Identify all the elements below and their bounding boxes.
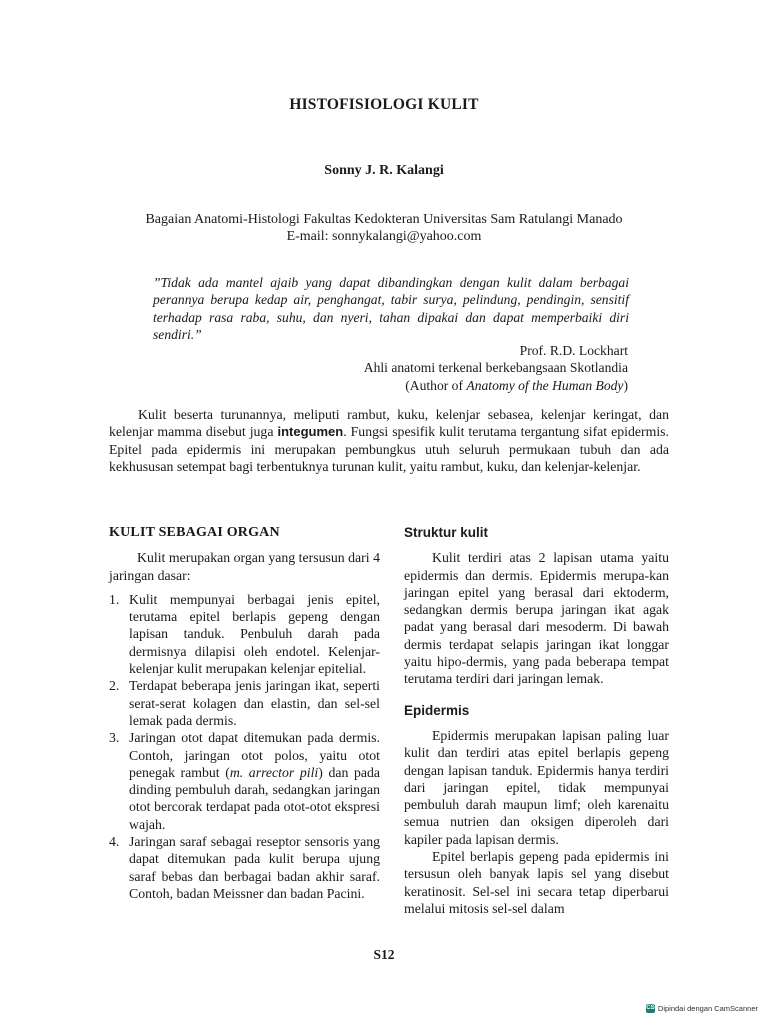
author-affiliation-block [0,211,768,245]
list-item-number: 3. [109,730,120,746]
list-item-text-before: Jaringan otot dapat ditemukan pada dermis. Contoh, jaringan otot polos, yaitu otot penegak rambut ( [129,730,380,780]
list-item-text: Jaringan saraf sebagai reseptor sensoris yang dapat ditemukan pada kulit berupa ujung saraf bebas dan berbagai badan akhir saraf. Contoh, badan Meissner dan badan Pacini. [129,834,380,901]
list-item-text-after: ) dan pada dinding pembuluh darah, sedangkan jaringan otot bercorak terdapat pada otot-otot ekspresi wajah. [129,764,380,832]
list-item-text: Kulit mempunyai berbagai jenis epitel, terutama epitel berlapis gepeng dengan lapisan tanduk. Penbuluh darah pada dermisnya dilapisi oleh endotel. Kelenjar-kelenjar kulit merupakan kelenjar epitelial. [129,591,380,677]
camscanner-logo-icon: CS [646,1005,655,1011]
attribution-book-suffix: ) [623,377,628,393]
list-item [109,833,380,902]
intro-paragraph [109,406,669,476]
attribution-description: Ahli anatomi terkenal berkebangsaan Skotlandia [363,360,628,376]
intro-text-after: . Fungsi spesifik kulit terutama tergantung sifat epidermis. Epitel pada epidermis ini merupakan pembungkus utuh seluruh permukaan tubuh dan ada kekhususan setempat bagi terbentuknya turunan kulit, yaitu rambut, kuku, dan kelenjar-kelenjar. [109,424,669,475]
list-item-number: 2. [109,678,120,694]
camscanner-text: Dipindai dengan CamScanner [657,1004,758,1013]
section-heading-struktur-kulit: Struktur kulit [404,525,489,540]
epidermis-paragraph-2: Epitel berlapis gepeng pada epidermis ini tersusun oleh banyak lapis sel yang disebut keratinosit. Sel-sel ini secara tetap diperbarui melalui mitosis sel-sel dalam [404,849,669,916]
tissue-list [109,591,380,902]
attribution-book-title: Anatomy of the Human Body [466,377,624,393]
section-heading-kulit-organ: KULIT SEBAGAI ORGAN [109,525,280,540]
article-author: Sonny J. R. Kalangi [324,163,444,178]
right-column [404,524,669,917]
list-item [109,591,380,677]
left-column-lead: Kulit merupakan organ yang tersusun dari 4 jaringan dasar: [109,550,380,583]
page-number: S12 [373,947,395,962]
author-email: E-mail: sonnykalangi@yahoo.com [286,229,482,244]
article-title: HISTOFISIOLOGI KULIT [289,96,479,113]
struktur-kulit-paragraph: Kulit terdiri atas 2 lapisan utama yaitu epidermis dan dermis. Epidermis merupa-kan jaringan epitel yang berasal dari ektoderm, sedangkan dermis berupa jaringan ikat agak padat yang berasal dari mesoderm. Di bawah dermis terdapat selapis jaringan ikat longgar yaitu hipo-dermis, yang pada beberapa tempat terutama terdiri dari jaringan lemak. [404,550,669,687]
affiliation: Bagaian Anatomi-Histologi Fakultas Kedokteran Universitas Sam Ratulangi Manado [145,212,623,227]
section-heading-epidermis: Epidermis [404,702,470,718]
intro-text-before: Kulit beserta turunannya, meliputi rambut, kuku, kelenjar sebasea, kelenjar keringat, dan kelenjar mamma disebut juga [109,407,669,440]
left-column [109,524,380,902]
list-item [109,729,380,833]
list-item-number: 4. [109,834,120,850]
list-item-text: Terdapat beberapa jenis jaringan ikat, seperti serat-serat kolagen dan elastin, dan sel-sel lemak pada dermis. [129,678,380,728]
attribution-book [300,377,628,394]
epigraph-quote: ”Tidak ada mantel ajaib yang dapat dibandingkan dengan kulit dalam berbagai perannya berupa kedap air, penghangat, tabir surya, pelindung, pendingin, sensitif terhadap rasa raba, suhu, dan nyeri, tahan dipakai dan dapat memperbaiki diri sendiri.” [153,275,629,342]
camscanner-watermark [646,1004,758,1013]
intro-bold-term: integumen [277,424,344,440]
list-item-italic-term: m. arrector pili [229,764,319,780]
list-item [109,677,380,729]
epidermis-paragraph: Epidermis merupakan lapisan paling luar kulit dan terdiri atas epitel berlapis gepeng dengan lapisan tanduk. Epidermis hanya terdiri dari jaringan epitel, tidak mempunyai pembuluh darah maupun limf; oleh karenaitu semua nutrien dan oksigen diperoleh dari kapiler pada lapisan dermis. [404,727,669,847]
attribution-book-prefix: (Author of [405,377,467,393]
attribution-name: Prof. R.D. Lockhart [519,343,628,358]
list-item-number: 1. [109,591,120,607]
epigraph-attribution [300,342,628,394]
